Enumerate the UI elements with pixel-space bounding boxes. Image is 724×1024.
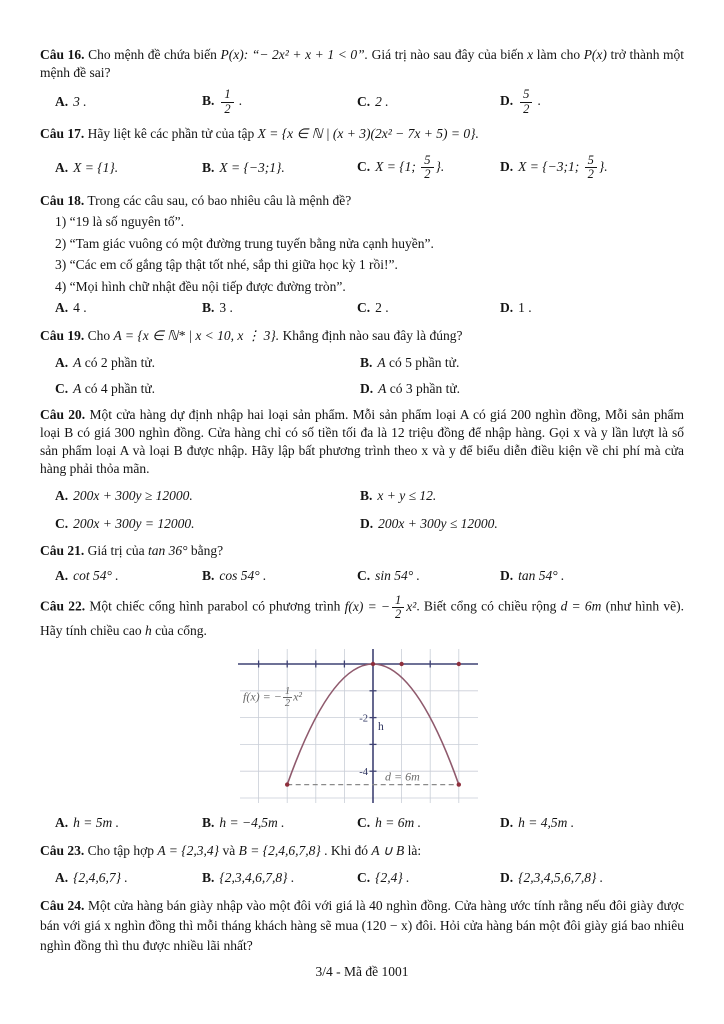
question-17-text xyxy=(40,124,684,144)
question-24-body: Một cửa hàng bán giày nhập vào một đôi với giá là 40 nghìn đồng. Cửa hàng ước tính rằng nếu đôi giày được bán với giá x nghìn đồng thì mỗi tháng khách hàng sẽ mua (120 − x) đôi. Hỏi cửa hàng bán một đôi giày giá bao nhiêu nghìn đồng thì thu được nhiều lãi nhất? xyxy=(40,897,684,953)
option-16a: A. 3 . xyxy=(55,93,87,109)
question-16-label: Câu 16. xyxy=(40,47,85,62)
question-18-statement-4: 4) “Mọi hình chữ nhật đều nội tiếp được đường tròn”. xyxy=(55,278,346,294)
option-17a: A. X = {1}. xyxy=(55,159,119,175)
fraction: $\frac{1}{2}$ xyxy=(284,686,291,710)
question-18-statement-2: 2) “Tam giác vuông có một đường trung tuyến bằng nửa cạnh huyền”. xyxy=(55,235,434,251)
question-23-label: Câu 23. xyxy=(40,842,85,858)
question-21-text xyxy=(40,541,684,561)
question-19 xyxy=(40,326,684,399)
question-22-math2: d = 6m xyxy=(560,598,602,614)
option-22a: A. h = 5m . xyxy=(55,815,119,831)
fraction: $\frac{5}{2}$ xyxy=(585,154,597,181)
option-21a: A. cot 54° . xyxy=(55,567,119,583)
question-23-math2: B = {2,4,6,7,8} xyxy=(238,842,321,858)
question-23-seg4: là: xyxy=(407,842,422,858)
question-23-text xyxy=(40,841,684,861)
option-17d: D. X = {−3;1; $\frac{5}{2}$ }. xyxy=(500,153,608,182)
question-22-text xyxy=(40,593,684,640)
question-23-seg3: . Khi đó xyxy=(324,842,368,858)
page-footer: 3/4 - Mã đề 1001 xyxy=(315,964,409,980)
question-16-seg4: trở thành một mệnh đề sai? xyxy=(40,47,685,81)
question-24 xyxy=(40,896,684,957)
question-19-seg2: Khẳng định nào sau đây là đúng? xyxy=(282,327,463,343)
question-20 xyxy=(40,406,684,534)
option-18c: C. 2 . xyxy=(357,300,389,316)
question-20-body: Một cửa hàng dự định nhập hai loại sản phẩm. Mỗi sản phẩm loại A có giá 200 nghìn đồng, Mỗi sản phẩm loại B có giá 300 nghìn đồng. Cửa hàng chỉ có số tiền tối đa là 12 triệu đồng để nhập hàng. Gọi x và y lần lượt là số sản phẩm loại A và loại B được nhập. Hãy lập bất phương trình theo x và y để biểu diễn điều kiện về chi phí mà cửa hàng phải thỏa mãn. xyxy=(40,406,684,477)
question-22-options xyxy=(40,813,684,833)
option-16b: B. $\frac{1}{2}$ . xyxy=(202,87,243,116)
question-22-seg1: Một chiếc cổng hình parabol có phương trình xyxy=(89,598,341,614)
question-21-seg1: Giá trị của xyxy=(87,543,145,559)
option-20c: C. 200x + 300y = 12000. xyxy=(55,515,195,531)
question-22-label: Câu 22. xyxy=(40,598,86,614)
question-16 xyxy=(40,46,684,117)
option-23a: A. {2,4,6,7} . xyxy=(55,870,128,886)
fraction: $\frac{5}{2}$ xyxy=(520,88,532,115)
question-20-label: Câu 20. xyxy=(40,406,86,422)
question-23-math1: A = {2,3,4} xyxy=(157,842,220,858)
option-19d: D. A có 3 phần tử. xyxy=(360,380,461,396)
question-17 xyxy=(40,124,684,183)
question-20-text xyxy=(40,406,684,479)
option-20b: B. x + y ≤ 12. xyxy=(360,487,437,503)
question-19-math1: A = {x ∈ ℕ* | x < 10, x ⋮ 3}. xyxy=(113,327,280,343)
graph-formula-label: f(x) = − $\frac{1}{2}$ x² xyxy=(243,686,303,710)
question-23-math3: A ∪ B xyxy=(371,842,405,858)
question-19-seg1: Cho xyxy=(87,327,111,343)
question-22-math3: h xyxy=(144,623,152,639)
width-label: d = 6m xyxy=(385,769,420,784)
grid-lines xyxy=(240,649,478,803)
option-18a: A. 4 . xyxy=(55,300,87,316)
option-19b: B. A có 5 phần tử. xyxy=(360,355,460,371)
option-16c: C. 2 . xyxy=(357,93,389,109)
question-16-seg2: Giá trị nào sau đây của biến xyxy=(371,47,524,62)
question-22-seg4: của cổng. xyxy=(155,623,207,639)
question-21-options xyxy=(40,566,684,586)
question-18-statement-1: 1) “19 là số nguyên tố”. xyxy=(55,214,184,230)
question-17-seg1: Hãy liệt kê các phần tử của tập xyxy=(87,125,255,141)
question-24-label: Câu 24. xyxy=(40,897,85,913)
question-18-statement-3: 3) “Các em cố gắng tập thật tốt nhé, sắp thi giữa học kỳ 1 rồi!”. xyxy=(55,257,398,273)
question-22 xyxy=(40,593,684,834)
question-16-math2: x xyxy=(527,47,534,62)
option-21c: C. sin 54° . xyxy=(357,567,420,583)
question-24-text xyxy=(40,896,684,957)
question-16-math1: P(x): “− 2x² + x + 1 < 0”. xyxy=(220,47,369,62)
question-21-label: Câu 21. xyxy=(40,543,85,559)
question-16-options xyxy=(40,87,684,116)
question-17-label: Câu 17. xyxy=(40,125,85,141)
question-16-seg3: làm cho xyxy=(536,47,581,62)
option-19c: C. A có 4 phần tử. xyxy=(55,380,156,396)
height-label: h xyxy=(378,721,384,734)
question-22-seg3: (như hình vẽ). Hãy tính chiều cao xyxy=(40,598,685,639)
parabola-figure xyxy=(238,646,480,808)
option-17b: B. X = {−3;1}. xyxy=(202,159,285,175)
option-18b: B. 3 . xyxy=(202,300,233,316)
option-23b: B. {2,3,4,6,7,8} . xyxy=(202,870,295,886)
option-23d: D. {2,3,4,5,6,7,8} . xyxy=(500,870,604,886)
question-17-math1: X = {x ∈ ℕ | (x + 3)(2x² − 7x + 5) = 0}. xyxy=(257,125,479,141)
option-22d: D. h = 4,5m . xyxy=(500,815,575,831)
fraction: $\frac{1}{2}$ xyxy=(392,594,404,621)
question-19-options xyxy=(40,353,684,399)
option-20d: D. 200x + 300y ≤ 12000. xyxy=(360,515,498,531)
question-16-math3: P(x) xyxy=(583,47,607,62)
question-22-seg2: . Biết cổng có chiều rộng xyxy=(416,598,557,614)
question-23-options xyxy=(40,868,684,888)
parabola-graph xyxy=(238,646,480,808)
option-16d: D. $\frac{5}{2}$ . xyxy=(500,87,542,116)
question-21-math1: tan 36° xyxy=(148,543,188,559)
question-21 xyxy=(40,541,684,586)
fraction: $\frac{1}{2}$ xyxy=(221,88,233,115)
option-19a: A. A có 2 phần tử. xyxy=(55,355,156,371)
question-16-text xyxy=(40,46,684,82)
question-22-formula: f(x) = − $\frac{1}{2}$ x² xyxy=(344,592,417,622)
option-22c: C. h = 6m . xyxy=(357,815,421,831)
option-18d: D. 1 . xyxy=(500,300,532,316)
y-tick-label-4: -4 xyxy=(359,767,368,779)
fraction: $\frac{5}{2}$ xyxy=(421,154,433,181)
question-17-options xyxy=(40,153,684,182)
y-tick-label-2: -2 xyxy=(359,713,368,725)
question-18-label: Câu 18. xyxy=(40,192,85,208)
option-21b: B. cos 54° . xyxy=(202,567,267,583)
option-21d: D. tan 54° . xyxy=(500,567,565,583)
question-18-text xyxy=(40,190,684,212)
question-20-options xyxy=(40,486,684,535)
question-18 xyxy=(40,190,684,319)
question-19-label: Câu 19. xyxy=(40,327,85,343)
question-23-seg2: và xyxy=(222,842,236,858)
question-18-intro: Trong các câu sau, có bao nhiêu câu là mệnh đề? xyxy=(87,192,352,208)
question-23 xyxy=(40,841,684,889)
option-22b: B. h = −4,5m . xyxy=(202,815,285,831)
question-18-options xyxy=(40,298,684,318)
question-16-seg1: Cho mệnh đề chứa biến xyxy=(88,47,217,62)
option-23c: C. {2,4} . xyxy=(357,870,410,886)
option-17c: C. X = {1; $\frac{5}{2}$ }. xyxy=(357,153,445,182)
question-19-text xyxy=(40,326,684,346)
option-20a: A. 200x + 300y ≥ 12000. xyxy=(55,487,193,503)
question-23-seg1: Cho tập hợp xyxy=(87,842,155,858)
question-21-seg2: bằng? xyxy=(190,543,224,559)
